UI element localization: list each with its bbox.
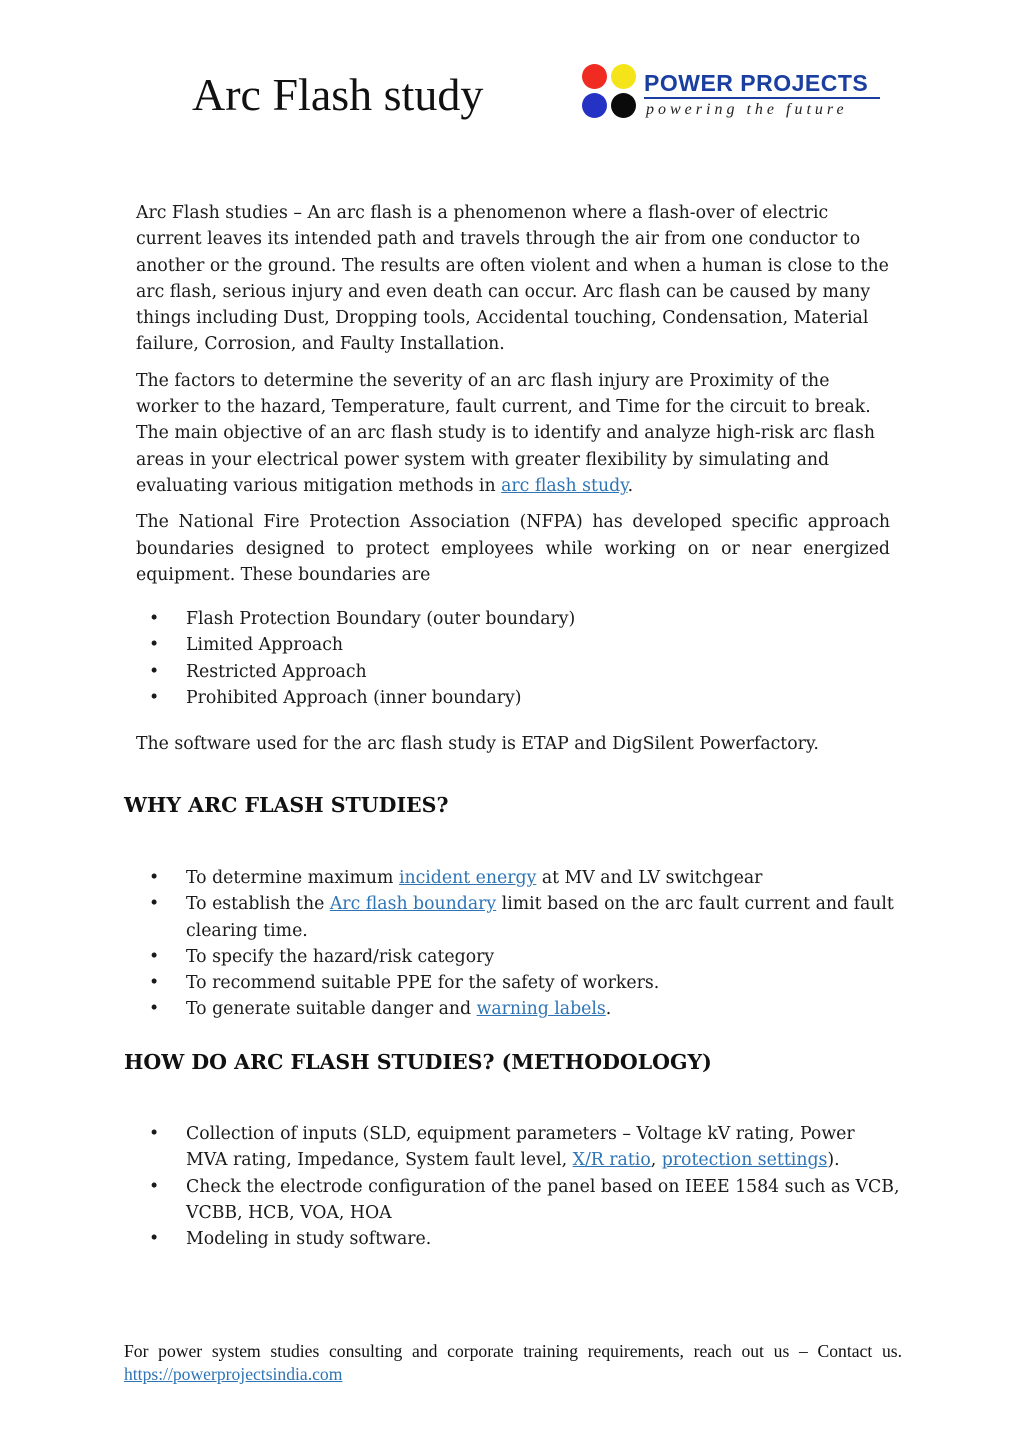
list-item: • To determine maximum incident energy at MV and LV switchgear bbox=[149, 868, 763, 888]
power-projects-logo bbox=[582, 64, 882, 126]
logo-dots-icon bbox=[582, 64, 638, 120]
intro-paragraph-1: Arc Flash studies – An arc flash is a phenomenon where a flash-over of electric current leaves its intended path and travels through the air from one conductor to another or the ground. The results are often violent and when a human is close to the arc flash, serious injury and even death can occur. Arc flash can be caused by many things including Dust, Dropping tools, Accidental touching, Condensation, Material failure, Corrosion, and Faulty Installation. bbox=[136, 203, 889, 355]
xr-ratio-link[interactable]: X/R ratio bbox=[572, 1150, 651, 1171]
logo-name: POWER PROJECTS bbox=[644, 70, 869, 96]
list-item: • Flash Protection Boundary (outer boundary) bbox=[149, 609, 576, 630]
list-item: • To recommend suitable PPE for the safety of workers. bbox=[149, 973, 660, 994]
list-item: • Prohibited Approach (inner boundary) bbox=[149, 688, 522, 709]
footer bbox=[124, 1340, 902, 1386]
list-item: • To establish the Arc flash boundary limit based on the arc fault current and fault clearing time. bbox=[149, 894, 894, 941]
how-heading: HOW DO ARC FLASH STUDIES? (METHODOLOGY) bbox=[124, 1050, 712, 1074]
arc-flash-boundary-link[interactable]: Arc flash boundary bbox=[329, 894, 497, 915]
why-heading: WHY ARC FLASH STUDIES? bbox=[124, 793, 449, 817]
list-item: • Collection of inputs (SLD, equipment parameters – Voltage kV rating, Power MVA rating, Impedance, System fault level, X/R ratio, protection settings). bbox=[149, 1124, 855, 1171]
intro-paragraph-2: The factors to determine the severity of an arc flash injury are Proximity of the worker to the hazard, Temperature, fault current, and Time for the circuit to break. The main objective of an arc flash study is to identify and analyze high-risk arc flash areas in your electrical power system with greater flexibility by simulating and evaluating various mitigation methods in arc flash study. bbox=[136, 370, 875, 496]
list-item: • To specify the hazard/risk category bbox=[149, 946, 495, 967]
incident-energy-link[interactable]: incident energy bbox=[398, 868, 537, 888]
intro-paragraph-3: The National Fire Protection Association (NFPA) has developed specific approach boundaries designed to protect employees while working on or near energized equipment. These boundaries are bbox=[136, 512, 890, 585]
protection-settings-link[interactable]: protection settings bbox=[661, 1150, 828, 1171]
website-link[interactable]: https://powerprojectsindia.com bbox=[124, 1364, 343, 1384]
list-item: • Restricted Approach bbox=[149, 661, 367, 682]
why-list bbox=[136, 865, 900, 1023]
logo-tagline: powering the future bbox=[646, 101, 848, 118]
arc-flash-study-link[interactable]: arc flash study bbox=[501, 475, 628, 496]
list-item: • To generate suitable danger and warning labels. bbox=[149, 999, 612, 1020]
logo-divider bbox=[644, 97, 880, 99]
list-item: • Check the electrode configuration of the panel based on IEEE 1584 such as VCB, VCBB, HCB, VOA, HOA bbox=[149, 1176, 900, 1223]
boundaries-list bbox=[136, 606, 890, 711]
how-list bbox=[136, 1121, 900, 1252]
list-item: • Modeling in study software. bbox=[149, 1229, 432, 1250]
page-title: Arc Flash study bbox=[192, 69, 484, 120]
warning-labels-link[interactable]: warning labels bbox=[476, 999, 606, 1020]
footer-text: For power system studies consulting and corporate training requirements, reach out us – Contact us. https://powerprojectsindia.com bbox=[124, 1341, 902, 1384]
software-paragraph: The software used for the arc flash study is ETAP and DigSilent Powerfactory. bbox=[136, 734, 819, 755]
list-item: • Limited Approach bbox=[149, 635, 344, 656]
intro-section bbox=[136, 200, 890, 768]
